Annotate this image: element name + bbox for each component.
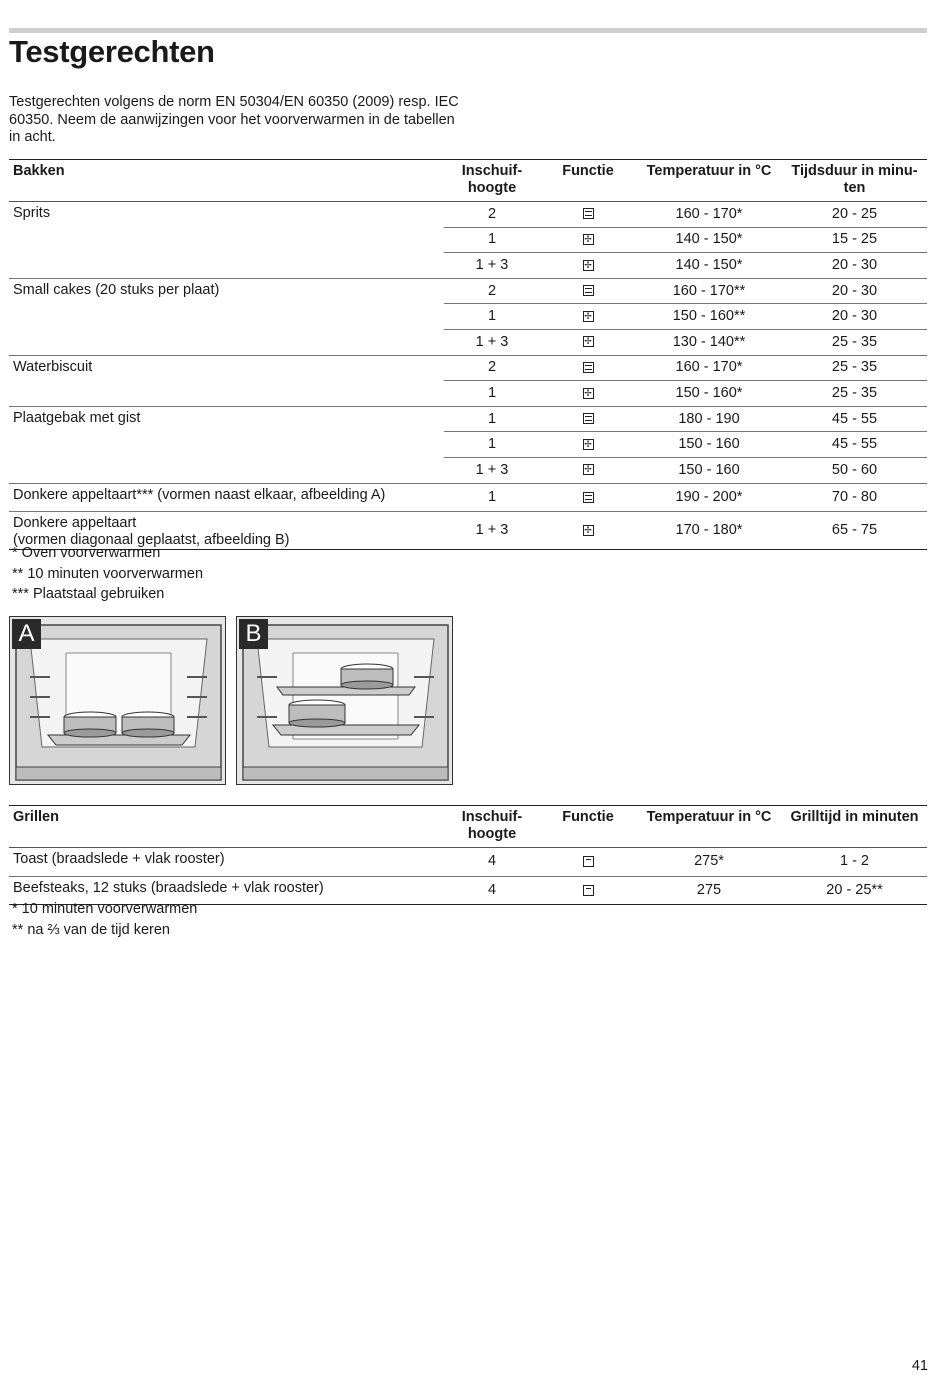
function-cell xyxy=(540,202,636,228)
table-row xyxy=(9,355,927,381)
conventional-heat-icon xyxy=(583,413,594,424)
header-level: Inschuif-hoogte xyxy=(461,809,523,842)
header-function: Functie xyxy=(562,809,614,825)
shelf-level: 1 xyxy=(487,488,497,505)
duration: 1 - 2 xyxy=(839,853,869,870)
hot-air-icon xyxy=(583,234,594,245)
function-cell xyxy=(540,483,636,512)
function-cell xyxy=(540,227,636,253)
footnote: * 10 minuten voorverwarmen xyxy=(12,901,198,917)
temperature: 130 - 140** xyxy=(636,329,782,355)
temperature: 170 - 180* xyxy=(675,522,743,539)
shelf-level: 2 xyxy=(487,359,497,376)
table-row xyxy=(9,406,927,432)
duration: 20 - 30 xyxy=(831,282,878,299)
dish-name: Donkere appeltaart (vormen diagonaal geplaatst, afbeelding B) xyxy=(13,515,290,549)
header-temperature: Temperatuur in °C xyxy=(646,163,772,179)
duration: 65 - 75 xyxy=(831,522,878,539)
function-cell xyxy=(540,329,636,355)
temperature: 160 - 170** xyxy=(672,282,746,299)
duration: 45 - 55 xyxy=(831,410,878,427)
header-grill-time: Grilltijd in minuten xyxy=(790,809,919,825)
duration: 25 - 35 xyxy=(782,329,927,355)
temperature: 190 - 200* xyxy=(675,488,743,505)
shelf-level: 1 + 3 xyxy=(444,457,540,483)
temperature: 150 - 160** xyxy=(636,304,782,330)
function-cell xyxy=(540,406,636,432)
shelf-level: 1 xyxy=(444,381,540,407)
footnote: ** 10 minuten voorverwarmen xyxy=(12,565,204,582)
hot-air-icon xyxy=(583,464,594,475)
header-dish: Grillen xyxy=(13,809,59,825)
intro-text: Testgerechten volgens de norm EN 50304/EN 60350 (2009) resp. IEC 60350. Neem de aanwijzingen voor het voorverwarmen in de tabellen in acht. xyxy=(9,94,459,145)
figure-b-diagonal xyxy=(236,616,453,785)
duration: 20 - 25 xyxy=(831,205,878,222)
page-number: 41 xyxy=(911,1358,928,1374)
function-cell xyxy=(540,457,636,483)
hot-air-icon xyxy=(583,439,594,450)
table-header-row xyxy=(9,806,927,848)
shelf-level: 1 + 3 xyxy=(444,329,540,355)
temperature: 160 - 170* xyxy=(675,205,743,222)
hot-air-icon xyxy=(583,260,594,271)
shelf-level: 4 xyxy=(487,853,497,870)
conventional-heat-icon xyxy=(583,362,594,373)
table-header-row xyxy=(9,160,927,202)
baking-table xyxy=(9,159,927,550)
conventional-heat-icon xyxy=(583,208,594,219)
footnote: ** na ⅔ van de tijd keren xyxy=(12,921,170,938)
duration: 70 - 80 xyxy=(831,488,878,505)
dish-name: Small cakes (20 stuks per plaat) xyxy=(13,281,220,298)
function-cell xyxy=(540,432,636,458)
duration: 45 - 55 xyxy=(782,432,927,458)
grilling-table xyxy=(9,805,927,905)
hot-air-icon xyxy=(583,525,594,536)
duration: 20 - 30 xyxy=(782,253,927,279)
temperature: 150 - 160 xyxy=(636,432,782,458)
temperature: 160 - 170* xyxy=(675,359,743,376)
conventional-heat-icon xyxy=(583,285,594,296)
shelf-level: 2 xyxy=(487,282,497,299)
table-row xyxy=(9,483,927,512)
top-rule xyxy=(9,28,927,33)
duration: 25 - 35 xyxy=(831,359,878,376)
shelf-level: 1 xyxy=(444,432,540,458)
temperature: 180 - 190 xyxy=(678,410,740,427)
duration: 25 - 35 xyxy=(782,381,927,407)
function-cell xyxy=(540,848,636,877)
header-dish: Bakken xyxy=(13,163,65,179)
function-cell xyxy=(540,278,636,304)
duration: 20 - 30 xyxy=(782,304,927,330)
duration: 50 - 60 xyxy=(782,457,927,483)
figure-label-a: A xyxy=(12,619,41,649)
duration: 20 - 25** xyxy=(826,881,883,898)
baking-footnotes xyxy=(12,543,203,605)
oven-illustration-b xyxy=(237,617,453,785)
shelf-level: 2 xyxy=(487,205,497,222)
dish-name: Beefsteaks, 12 stuks (braadslede + vlak rooster) xyxy=(13,879,324,896)
table-row xyxy=(9,848,927,877)
temperature: 275 xyxy=(696,881,722,898)
header-function: Functie xyxy=(562,163,614,179)
shelf-level: 1 xyxy=(444,227,540,253)
dish-name: Waterbiscuit xyxy=(13,358,93,375)
grill-icon xyxy=(583,856,594,867)
function-cell xyxy=(540,355,636,381)
shelf-level: 1 + 3 xyxy=(475,522,509,539)
function-cell xyxy=(540,381,636,407)
function-cell xyxy=(540,512,636,550)
dish-name: Sprits xyxy=(13,205,51,221)
header-temperature: Temperatuur in °C xyxy=(646,809,772,825)
header-duration: Tijdsduur in minu-ten xyxy=(791,163,918,196)
dish-name: Donkere appeltaart*** (vormen naast elkaar, afbeelding A) xyxy=(13,486,386,503)
dish-name: Toast (braadslede + vlak rooster) xyxy=(13,851,225,867)
temperature: 150 - 160* xyxy=(636,381,782,407)
duration: 15 - 25 xyxy=(782,227,927,253)
oven-illustration-a xyxy=(10,617,226,785)
conventional-heat-icon xyxy=(583,492,594,503)
table-row xyxy=(9,202,927,228)
shelf-level: 4 xyxy=(487,881,497,898)
temperature: 275* xyxy=(694,853,724,870)
grill-icon xyxy=(583,885,594,896)
dish-name: Plaatgebak met gist xyxy=(13,409,141,426)
hot-air-icon xyxy=(583,311,594,322)
hot-air-icon xyxy=(583,336,594,347)
figure-label-b: B xyxy=(239,619,268,649)
shelf-level: 1 xyxy=(444,304,540,330)
function-cell xyxy=(540,304,636,330)
function-cell xyxy=(540,876,636,905)
shelf-level: 1 xyxy=(487,410,497,427)
hot-air-icon xyxy=(583,388,594,399)
footnote: * Oven voorverwarmen xyxy=(12,545,161,561)
temperature: 140 - 150* xyxy=(636,253,782,279)
shelf-level: 1 + 3 xyxy=(444,253,540,279)
grilling-footnotes xyxy=(12,899,197,940)
function-cell xyxy=(540,253,636,279)
header-level: Inschuif-hoogte xyxy=(461,163,523,196)
table-row xyxy=(9,278,927,304)
temperature: 150 - 160 xyxy=(636,457,782,483)
footnote: *** Plaatstaal gebruiken xyxy=(12,586,165,602)
temperature: 140 - 150* xyxy=(636,227,782,253)
figure-a-side-by-side xyxy=(9,616,226,785)
page-title: Testgerechten xyxy=(9,34,215,69)
